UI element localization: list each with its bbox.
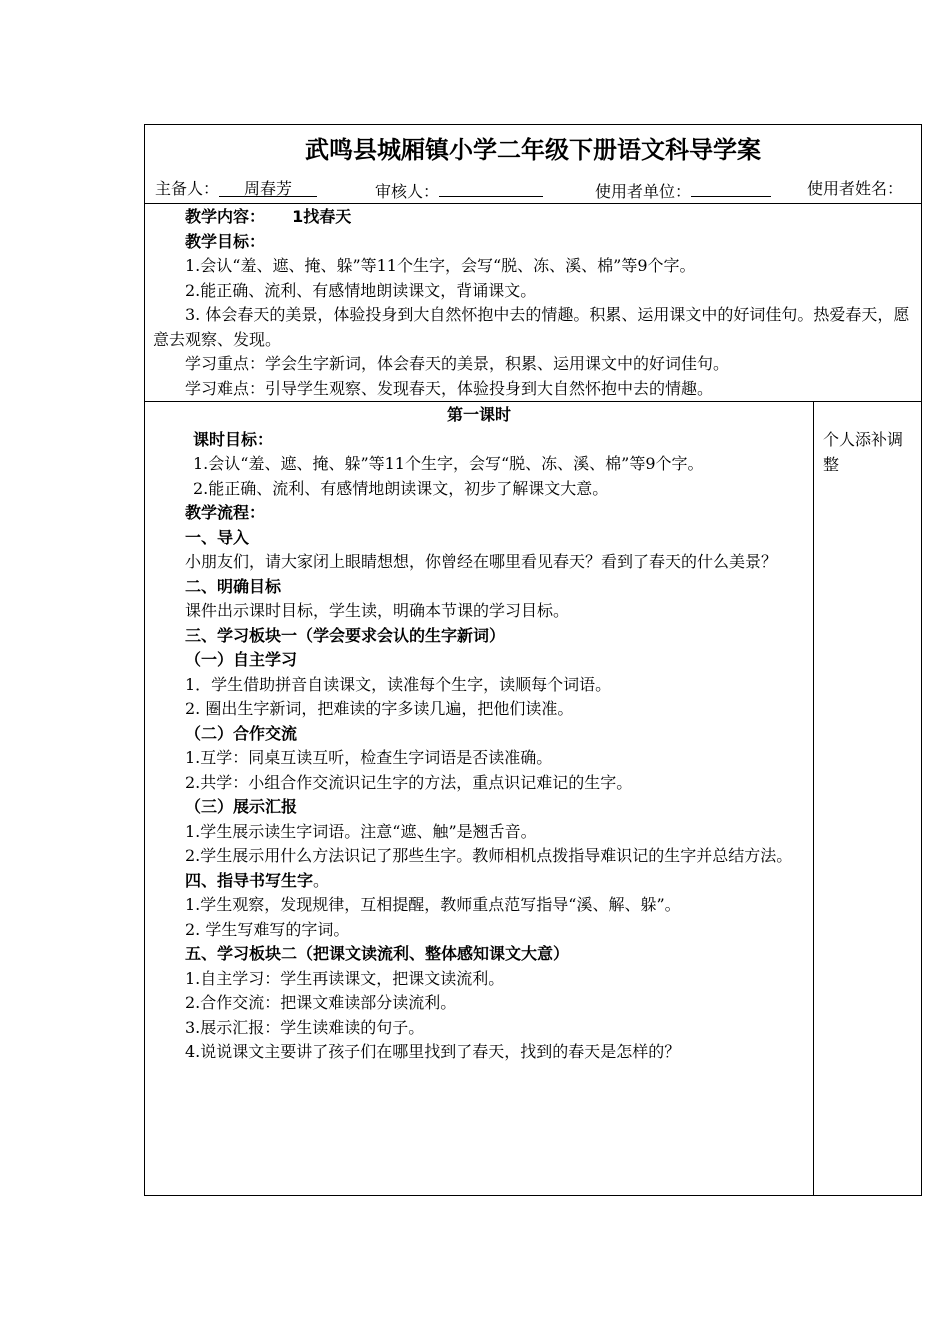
side-note: 个人添补调整 — [823, 430, 904, 474]
lesson-section — [153, 403, 805, 1065]
flow-label: 教学流程： — [185, 503, 266, 522]
section-3a-title: （一）自主学习 — [185, 650, 298, 669]
section-3c-title: （三）展示汇报 — [185, 797, 298, 816]
unit-label: 使用者单位： — [595, 182, 692, 201]
column-divider — [813, 401, 814, 1195]
preparer-label: 主备人： — [155, 179, 220, 198]
lesson-heading: 第一课时 — [446, 405, 511, 424]
lesson-goal-2: 2.能正确、流利、有感情地朗读课文，初步了解课文大意。 — [193, 478, 609, 498]
section-5-title: 五、学习板块二（把课文读流利、整体感知课文大意） — [185, 944, 570, 963]
content-label: 教学内容： — [185, 207, 266, 226]
lesson-goals-label: 课时目标： — [193, 429, 274, 449]
divider-meta — [145, 203, 921, 204]
section-2-title: 二、明确目标 — [185, 576, 282, 596]
section-3a-item-2: 2. 圈出生字新词，把难读的字多读几遍，把他们读准。 — [185, 699, 574, 718]
goal-3: 3. 体会春天的美景，体验投身到大自然怀抱中去的情趣。积累、运用课文中的好词佳句。热爱春天，愿意去观察、发现。 — [153, 305, 910, 349]
reviewer-label: 审核人： — [375, 182, 440, 201]
unit-blank — [691, 177, 771, 197]
section-3c-item-2: 2.学生展示用什么方法识记了那些生字。教师相机点拨指导难识记的生字并总结方法。 — [185, 846, 793, 865]
key-point: 学习重点：学会生字新词，体会春天的美景，积累、运用课文中的好词佳句。 — [185, 354, 730, 373]
unit-field — [595, 177, 771, 204]
goal-1: 1.会认“羞、遮、掩、躲”等11个生字，会写“脱、冻、溪、棉”等9个字。 — [185, 256, 696, 275]
divider-overview — [145, 401, 921, 402]
section-4-title: 四、指导书写生字 — [185, 870, 314, 890]
section-5-item-3: 3.展示汇报：学生读难读的句子。 — [185, 1017, 425, 1037]
section-4-title-tail: 。 — [313, 870, 330, 890]
meta-row — [155, 177, 921, 201]
section-3b-title: （二）合作交流 — [185, 723, 298, 743]
reviewer-field — [375, 177, 543, 204]
overview-section — [153, 205, 915, 401]
section-3c-item-1: 1.学生展示读生字词语。注意“遮、触”是翘舌音。 — [185, 821, 537, 841]
document-title: 武鸣县城厢镇小学二年级下册语文科导学案 — [305, 136, 761, 164]
section-5-item-2: 2.合作交流：把课文难读部分读流利。 — [185, 993, 457, 1012]
user-field — [807, 177, 903, 201]
goals-label: 教学目标： — [185, 231, 266, 251]
section-3a-item-1: 1．学生借助拼音自读课文，读准每个生字，读顺每个词语。 — [185, 674, 612, 694]
section-1-text: 小朋友们，请大家闭上眼睛想想，你曾经在哪里看见春天？看到了春天的什么美景？ — [185, 552, 778, 571]
reviewer-blank — [439, 177, 543, 197]
section-1-title: 一、导入 — [185, 527, 250, 547]
user-label: 使用者姓名： — [807, 179, 904, 198]
section-3b-item-2: 2.共学：小组合作交流识记生字的方法，重点识记难记的生字。 — [185, 772, 633, 792]
preparer-field — [155, 177, 317, 201]
section-2-text: 课件出示课时目标，学生读，明确本节课的学习目标。 — [185, 601, 570, 620]
section-4-item-1: 1.学生观察，发现规律，互相提醒，教师重点范写指导“溪、解、躲”。 — [185, 895, 681, 914]
content-value: 1找春天 — [292, 207, 352, 226]
preparer-name: 周春芳 — [219, 177, 317, 197]
difficulty: 学习难点：引导学生观察、发现春天，体验投身到大自然怀抱中去的情趣。 — [185, 378, 714, 398]
lesson-plan-table — [144, 124, 922, 1196]
section-3-title: 三、学习板块一（学会要求会认的生字新词） — [185, 625, 506, 645]
section-3b-item-1: 1.互学：同桌互读互听，检查生字词语是否读准确。 — [185, 748, 553, 767]
goal-2: 2.能正确、流利、有感情地朗读课文，背诵课文。 — [185, 280, 537, 300]
section-5-item-4: 4.说说课文主要讲了孩子们在哪里找到了春天，找到的春天是怎样的？ — [185, 1042, 681, 1061]
lesson-goal-1: 1.会认“羞、遮、掩、躲”等11个生字，会写“脱、冻、溪、棉”等9个字。 — [193, 454, 704, 473]
section-5-item-1: 1.自主学习：学生再读课文，把课文读流利。 — [185, 968, 505, 988]
section-4-item-2: 2. 学生写难写的字词。 — [185, 919, 350, 939]
